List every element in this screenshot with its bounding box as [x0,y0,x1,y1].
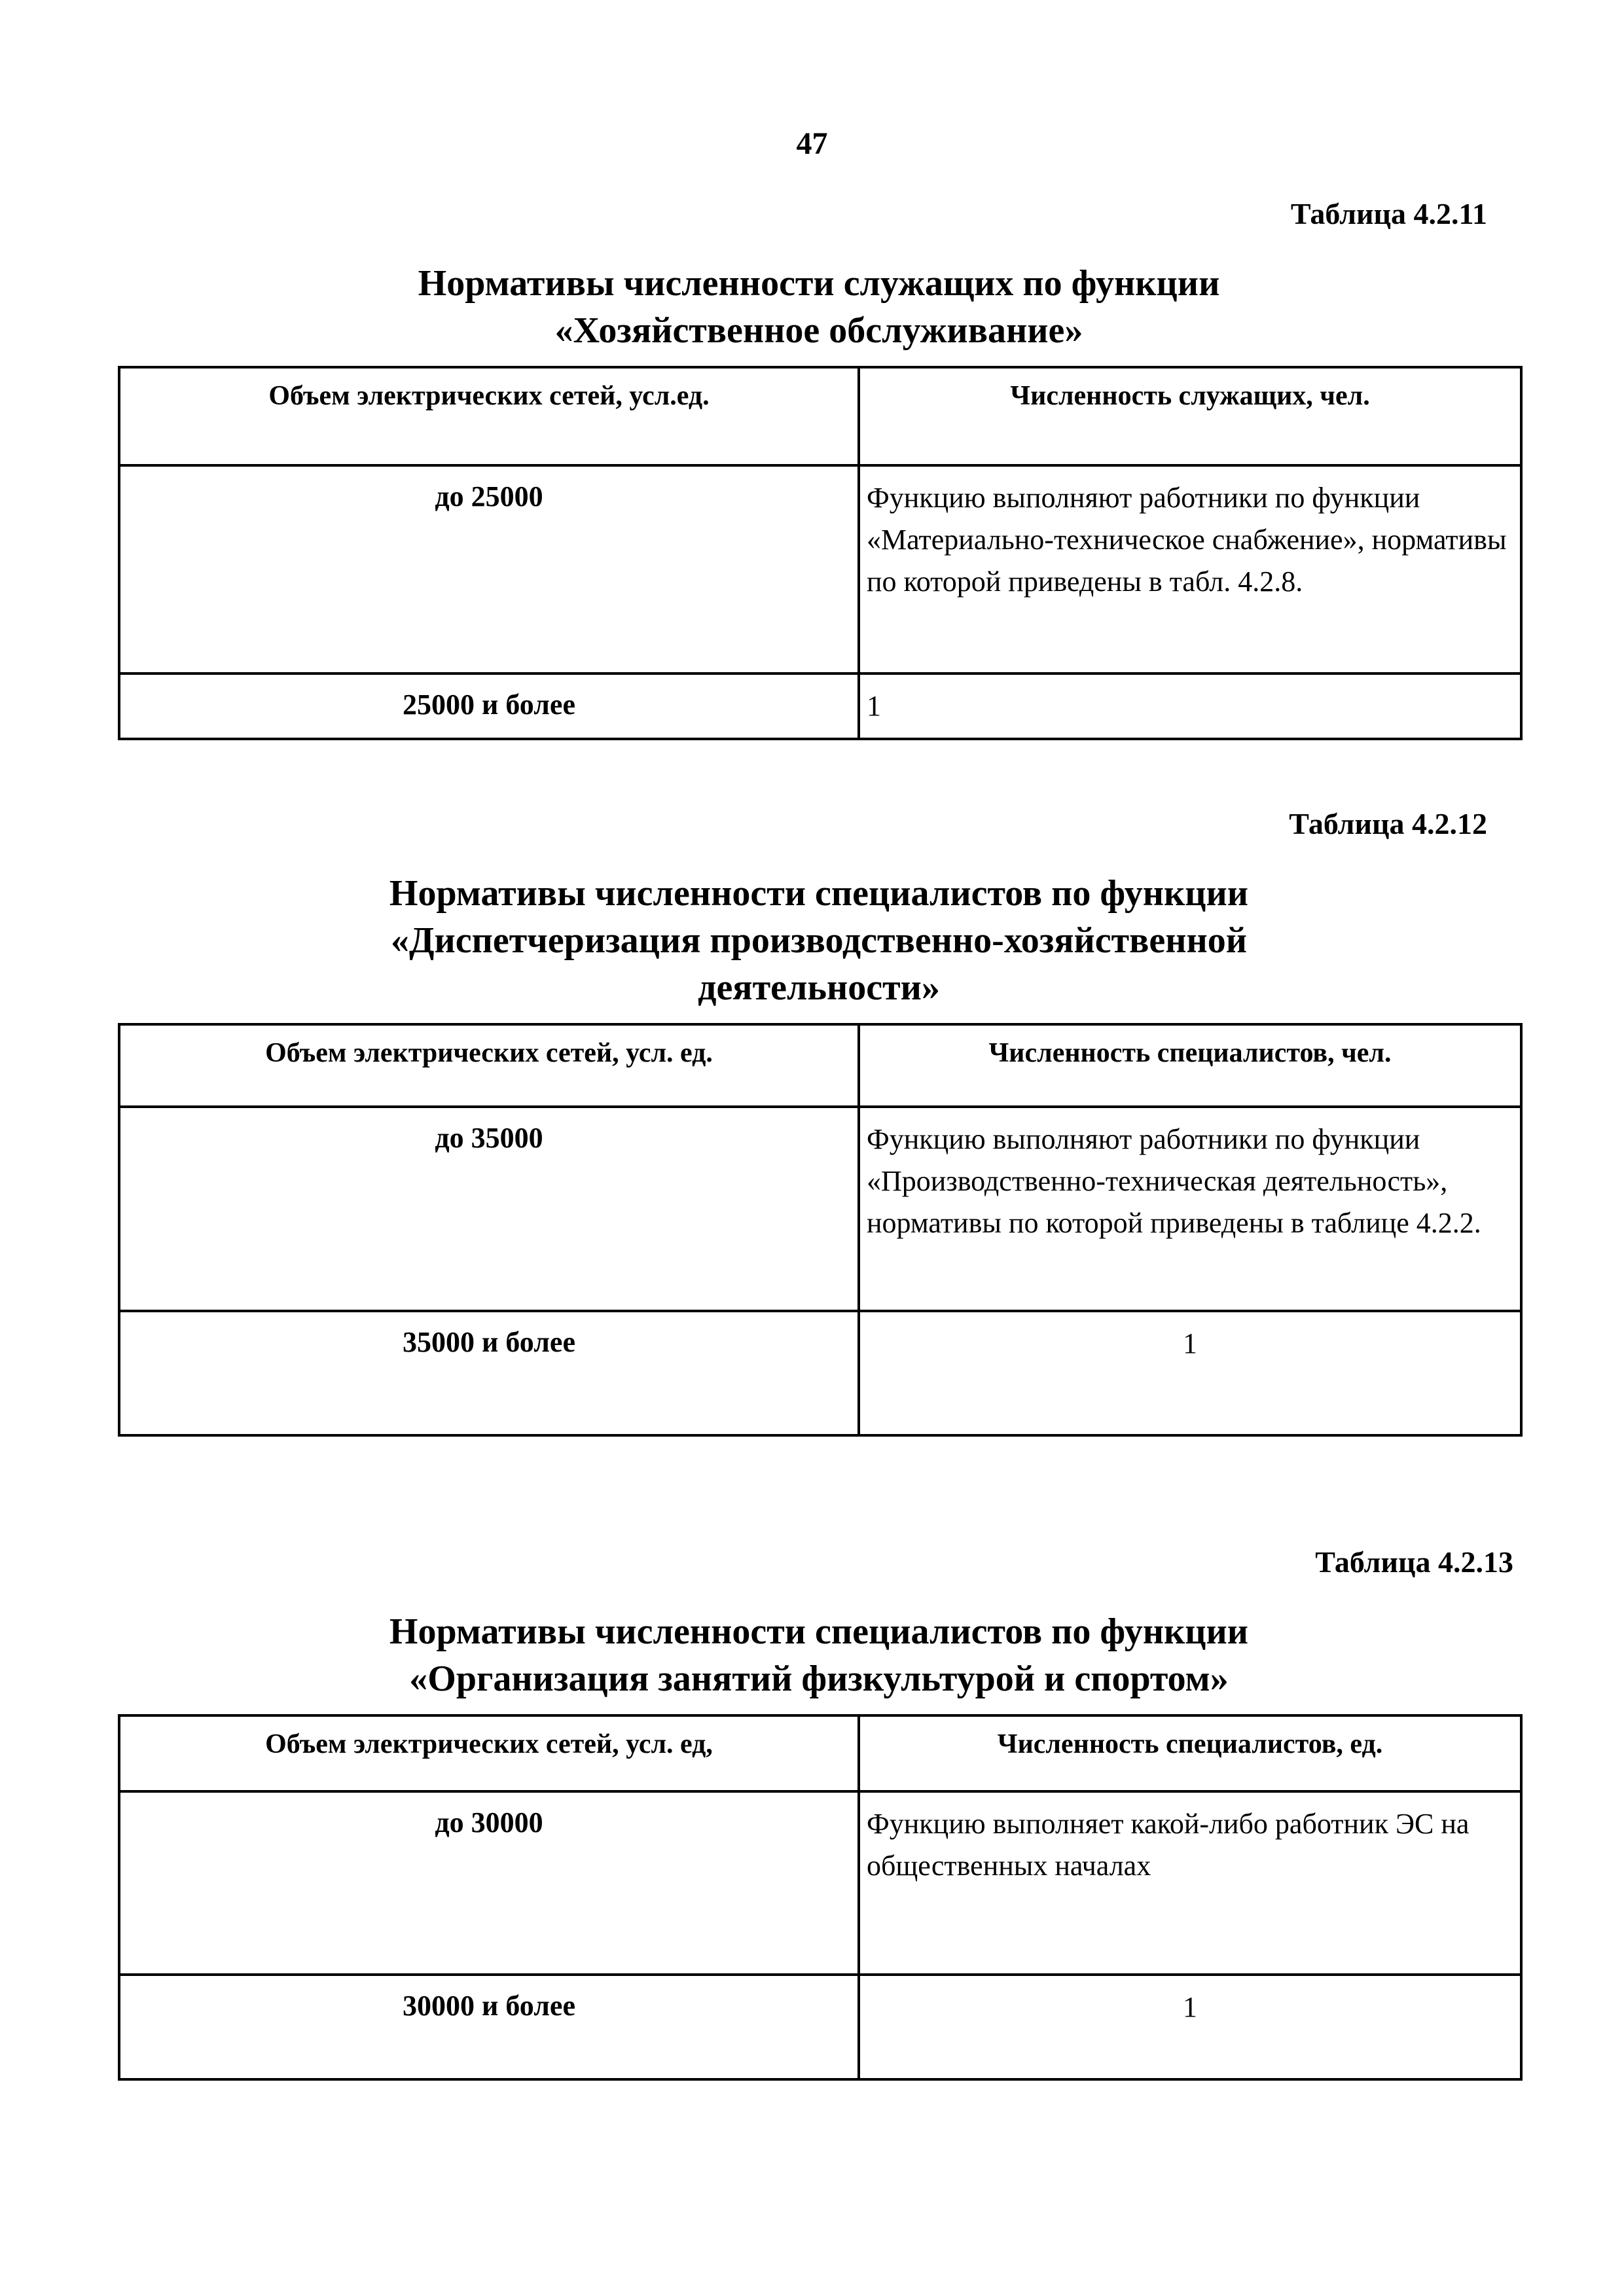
table-title-line: Нормативы численности служащих по функции [418,263,1220,304]
table-row [119,465,1521,673]
table-title-line: «Хозяйственное обслуживание» [554,310,1083,351]
table-title-line: «Диспетчеризация производственно-хозяйственной [390,920,1248,961]
column-header-count: Численность специалистов, чел. [859,1024,1521,1107]
volume-cell: 30000 и более [119,1975,859,2079]
count-cell: Функцию выполняет какой-либо работник ЭС на общественных началах [859,1791,1521,1975]
count-cell: 1 [859,1311,1521,1435]
table-4-2-11-block [118,196,1520,740]
table-4-2-13-block [118,1545,1520,2081]
table-title-line: «Организация занятий физкультурой и спортом» [409,1659,1229,1699]
norms-table [118,1714,1523,2081]
table-header-row [119,1024,1521,1107]
table-title [118,1608,1520,1702]
norms-table [118,366,1523,740]
table-title [118,870,1520,1011]
table-title-line: Нормативы численности специалистов по функции [389,1611,1249,1652]
volume-cell: до 25000 [119,465,859,673]
table-label: Таблица 4.2.11 [1290,197,1487,230]
column-header-volume: Объем электрических сетей, усл.ед. [119,367,859,465]
table-label: Таблица 4.2.12 [1289,807,1487,840]
count-cell: Функцию выполняют работники по функции «Материально-техническое снабжение», нормативы по которой приведены в табл. 4.2.8. [859,465,1521,673]
volume-cell: 35000 и более [119,1311,859,1435]
count-cell: 1 [859,673,1521,739]
table-title-line: деятельности» [698,967,940,1008]
table-title [118,260,1520,354]
table-header-row [119,367,1521,465]
table-row [119,1975,1521,2079]
table-label: Таблица 4.2.13 [1315,1545,1513,1579]
table-row [119,673,1521,739]
table-row [119,1311,1521,1435]
column-header-volume: Объем электрических сетей, усл. ед, [119,1715,859,1791]
volume-cell: 25000 и более [119,673,859,739]
table-header-row [119,1715,1521,1791]
count-cell: Функцию выполняют работники по функции «Производственно-техническая деятельность», нормативы по которой приведены в таблице 4.2.2. [859,1107,1521,1311]
norms-table [118,1023,1523,1437]
volume-cell: до 35000 [119,1107,859,1311]
page-number: 47 [796,126,828,161]
column-header-count: Численность специалистов, ед. [859,1715,1521,1791]
volume-cell: до 30000 [119,1791,859,1975]
table-row [119,1791,1521,1975]
column-header-volume: Объем электрических сетей, усл. ед. [119,1024,859,1107]
table-row [119,1107,1521,1311]
column-header-count: Численность служащих, чел. [859,367,1521,465]
count-cell: 1 [859,1975,1521,2079]
table-title-line: Нормативы численности специалистов по функции [389,873,1249,914]
table-4-2-12-block [118,806,1520,1437]
